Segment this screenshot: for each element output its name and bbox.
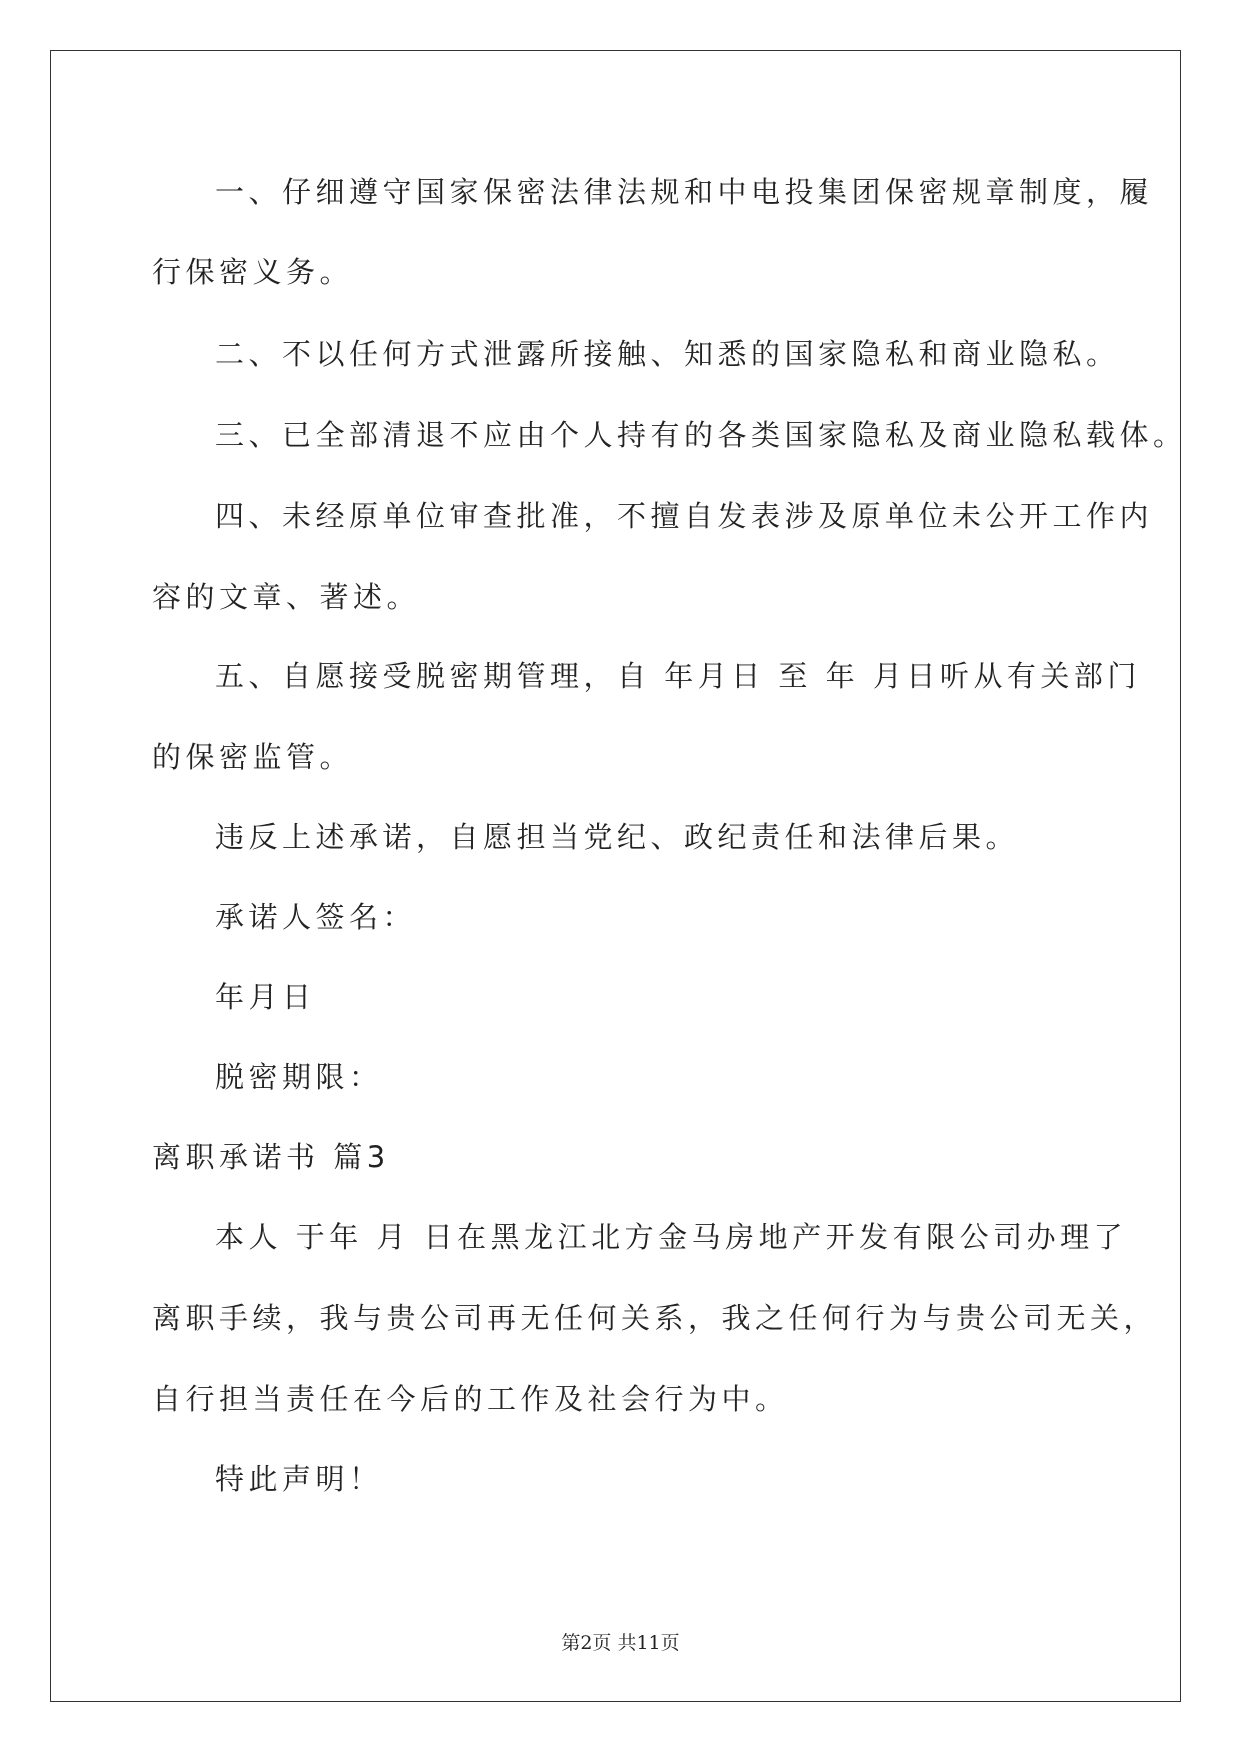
statement-line-3: 自行担当责任在今后的工作及社会行为中。 bbox=[152, 1382, 789, 1416]
page-number-footer: 第2页 共11页 bbox=[561, 1632, 680, 1654]
declassification-period-label: 脱密期限： bbox=[215, 1060, 383, 1094]
paragraph-3: 三、已全部清退不应由个人持有的各类国家隐私及商业隐私载体。 bbox=[215, 418, 1187, 452]
paragraph-5-line-2: 的保密监管。 bbox=[152, 740, 354, 774]
statement-line-2: 离职手续，我与贵公司再无任何关系，我之任何行为与贵公司无关， bbox=[152, 1301, 1158, 1335]
section-heading: 离职承诺书 篇3 bbox=[152, 1140, 390, 1174]
paragraph-5-line-1: 五、自愿接受脱密期管理，自 年月日 至 年 月日听从有关部门 bbox=[215, 659, 1141, 693]
statement-line-1: 本人 于年 月 日在黑龙江北方金马房地产开发有限公司办理了 bbox=[215, 1220, 1128, 1254]
violation-statement: 违反上述承诺，自愿担当党纪、政纪责任和法律后果。 bbox=[215, 820, 1020, 854]
date-label: 年月日 bbox=[215, 980, 316, 1014]
paragraph-1-line-2: 行保密义务。 bbox=[152, 255, 354, 289]
paragraph-4-line-2: 容的文章、著述。 bbox=[152, 580, 421, 614]
paragraph-4-line-1: 四、未经原单位审查批准，不擅自发表涉及原单位未公开工作内 bbox=[215, 499, 1154, 533]
closing-declaration: 特此声明！ bbox=[215, 1462, 383, 1496]
paragraph-1-line-1: 一、仔细遵守国家保密法律法规和中电投集团保密规章制度，履 bbox=[215, 175, 1154, 209]
page-border bbox=[50, 50, 1181, 1702]
signature-label: 承诺人签名： bbox=[215, 900, 417, 934]
paragraph-2: 二、不以任何方式泄露所接触、知悉的国家隐私和商业隐私。 bbox=[215, 337, 1120, 371]
